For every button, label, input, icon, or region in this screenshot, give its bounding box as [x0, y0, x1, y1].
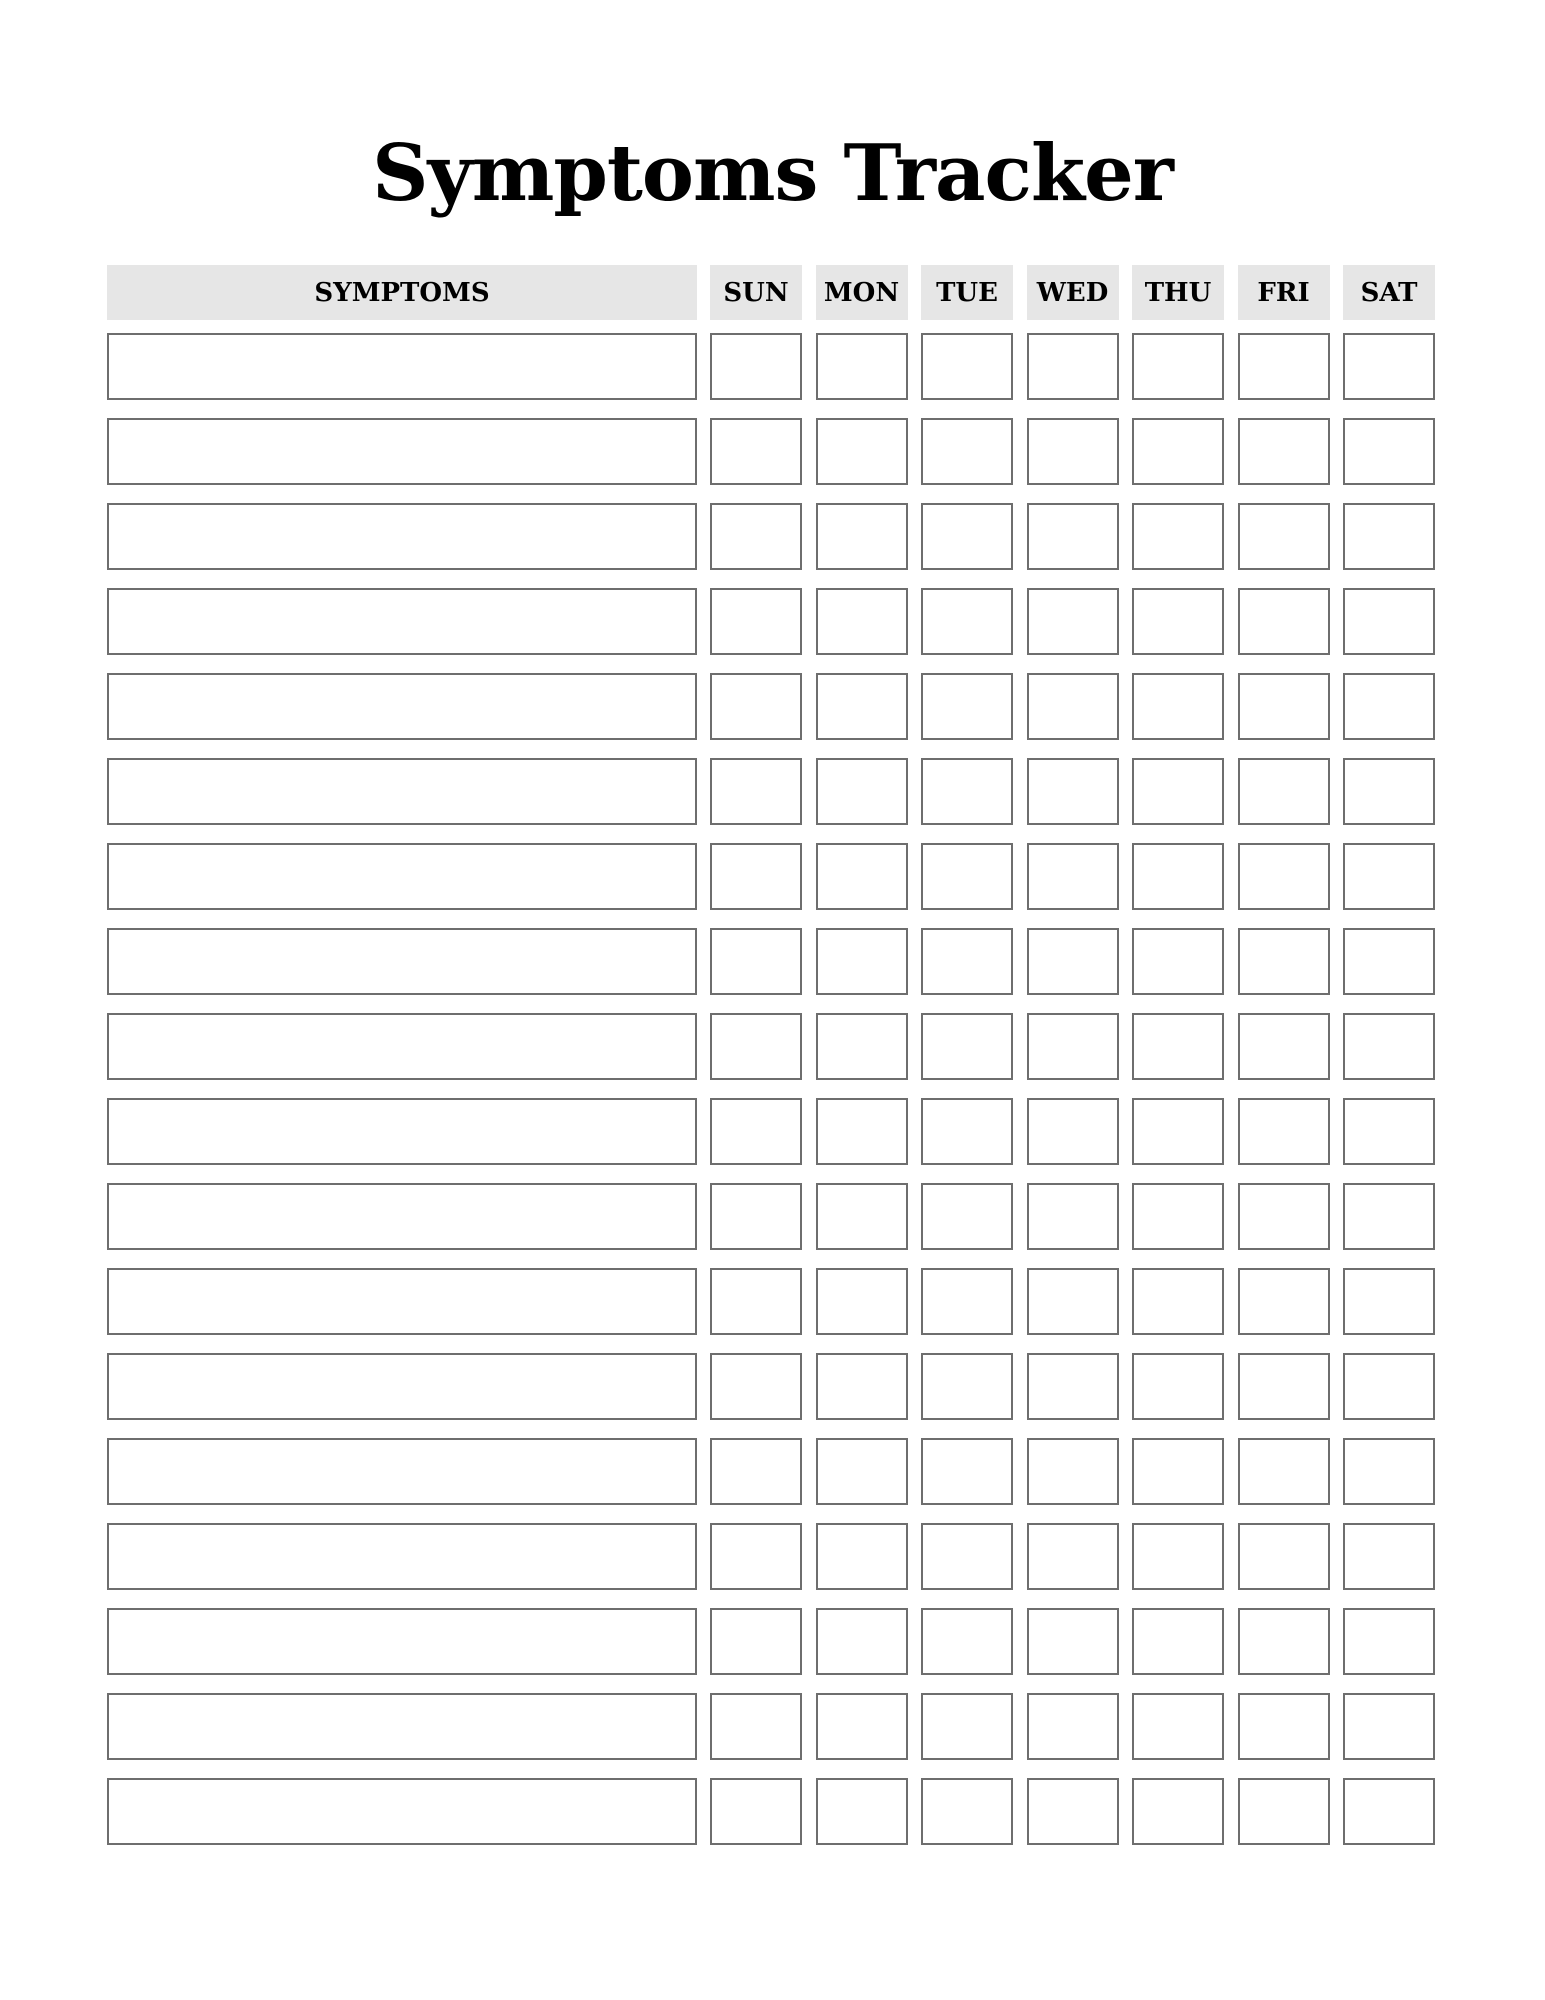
- day-checkbox-wed[interactable]: [1027, 1778, 1119, 1845]
- day-checkbox-mon[interactable]: [816, 1778, 908, 1845]
- day-checkbox-sat[interactable]: [1343, 1523, 1435, 1590]
- symptom-field[interactable]: [107, 673, 697, 740]
- day-checkbox-sat[interactable]: [1343, 928, 1435, 995]
- day-checkbox-wed[interactable]: [1027, 588, 1119, 655]
- day-checkbox-wed[interactable]: [1027, 1523, 1119, 1590]
- day-checkbox-tue[interactable]: [921, 1353, 1013, 1420]
- symptom-field[interactable]: [107, 1183, 697, 1250]
- symptom-field[interactable]: [107, 1013, 697, 1080]
- day-checkbox-mon[interactable]: [816, 588, 908, 655]
- symptom-field[interactable]: [107, 1693, 697, 1760]
- day-checkbox-thu[interactable]: [1132, 588, 1224, 655]
- day-checkbox-tue[interactable]: [921, 1523, 1013, 1590]
- day-checkbox-thu[interactable]: [1132, 843, 1224, 910]
- header-day-wed: WED: [1027, 265, 1119, 320]
- day-checkbox-sun[interactable]: [710, 1438, 802, 1505]
- day-checkbox-wed[interactable]: [1027, 418, 1119, 485]
- symptom-field[interactable]: [107, 928, 697, 995]
- day-checkbox-thu[interactable]: [1132, 928, 1224, 995]
- day-checkbox-sun[interactable]: [710, 928, 802, 995]
- day-checkbox-thu[interactable]: [1132, 418, 1224, 485]
- day-checkbox-wed[interactable]: [1027, 1098, 1119, 1165]
- day-checkbox-wed[interactable]: [1027, 1013, 1119, 1080]
- symptom-field[interactable]: [107, 1268, 697, 1335]
- header-day-tue: TUE: [921, 265, 1013, 320]
- day-checkbox-fri[interactable]: [1238, 843, 1330, 910]
- symptom-field[interactable]: [107, 1778, 697, 1845]
- day-checkbox-fri[interactable]: [1238, 1183, 1330, 1250]
- day-checkbox-mon[interactable]: [816, 418, 908, 485]
- day-checkbox-tue[interactable]: [921, 418, 1013, 485]
- day-checkbox-fri[interactable]: [1238, 1013, 1330, 1080]
- day-checkbox-tue[interactable]: [921, 673, 1013, 740]
- day-checkbox-mon[interactable]: [816, 503, 908, 570]
- day-checkbox-fri[interactable]: [1238, 673, 1330, 740]
- day-checkbox-thu[interactable]: [1132, 1523, 1224, 1590]
- header-day-thu: THU: [1132, 265, 1224, 320]
- day-checkbox-thu[interactable]: [1132, 1438, 1224, 1505]
- day-checkbox-mon[interactable]: [816, 1268, 908, 1335]
- day-checkbox-mon[interactable]: [816, 333, 908, 400]
- day-checkbox-tue[interactable]: [921, 1013, 1013, 1080]
- day-checkbox-mon[interactable]: [816, 758, 908, 825]
- day-checkbox-mon[interactable]: [816, 843, 908, 910]
- day-checkbox-sun[interactable]: [710, 1778, 802, 1845]
- symptom-field[interactable]: [107, 1523, 697, 1590]
- day-checkbox-wed[interactable]: [1027, 843, 1119, 910]
- day-checkbox-sun[interactable]: [710, 503, 802, 570]
- day-checkbox-fri[interactable]: [1238, 1098, 1330, 1165]
- day-checkbox-sat[interactable]: [1343, 1183, 1435, 1250]
- day-checkbox-thu[interactable]: [1132, 1608, 1224, 1675]
- day-checkbox-sat[interactable]: [1343, 1013, 1435, 1080]
- day-checkbox-wed[interactable]: [1027, 1268, 1119, 1335]
- day-checkbox-tue[interactable]: [921, 588, 1013, 655]
- day-checkbox-wed[interactable]: [1027, 1183, 1119, 1250]
- day-checkbox-thu[interactable]: [1132, 1353, 1224, 1420]
- day-checkbox-thu[interactable]: [1132, 1693, 1224, 1760]
- day-checkbox-sat[interactable]: [1343, 1438, 1435, 1505]
- header-symptoms: SYMPTOMS: [107, 265, 697, 320]
- symptom-field[interactable]: [107, 1098, 697, 1165]
- day-checkbox-sun[interactable]: [710, 673, 802, 740]
- symptom-field[interactable]: [107, 1353, 697, 1420]
- symptom-field[interactable]: [107, 588, 697, 655]
- header-day-sun: SUN: [710, 265, 802, 320]
- day-checkbox-fri[interactable]: [1238, 928, 1330, 995]
- day-checkbox-fri[interactable]: [1238, 333, 1330, 400]
- day-checkbox-sat[interactable]: [1343, 1268, 1435, 1335]
- symptom-field[interactable]: [107, 1608, 697, 1675]
- day-checkbox-sun[interactable]: [710, 1693, 802, 1760]
- day-checkbox-sat[interactable]: [1343, 1098, 1435, 1165]
- symptom-field[interactable]: [107, 843, 697, 910]
- day-checkbox-mon[interactable]: [816, 1013, 908, 1080]
- day-checkbox-mon[interactable]: [816, 928, 908, 995]
- day-checkbox-wed[interactable]: [1027, 1693, 1119, 1760]
- day-checkbox-tue[interactable]: [921, 1268, 1013, 1335]
- day-checkbox-sat[interactable]: [1343, 333, 1435, 400]
- day-checkbox-sat[interactable]: [1343, 758, 1435, 825]
- day-checkbox-sun[interactable]: [710, 333, 802, 400]
- day-checkbox-fri[interactable]: [1238, 1778, 1330, 1845]
- day-checkbox-thu[interactable]: [1132, 758, 1224, 825]
- day-checkbox-wed[interactable]: [1027, 928, 1119, 995]
- day-checkbox-sun[interactable]: [710, 1183, 802, 1250]
- day-checkbox-wed[interactable]: [1027, 1608, 1119, 1675]
- symptom-field[interactable]: [107, 418, 697, 485]
- day-checkbox-wed[interactable]: [1027, 758, 1119, 825]
- day-checkbox-wed[interactable]: [1027, 673, 1119, 740]
- day-checkbox-sun[interactable]: [710, 758, 802, 825]
- day-checkbox-wed[interactable]: [1027, 1438, 1119, 1505]
- day-checkbox-tue[interactable]: [921, 1608, 1013, 1675]
- day-checkbox-sun[interactable]: [710, 418, 802, 485]
- day-checkbox-sun[interactable]: [710, 1353, 802, 1420]
- day-checkbox-tue[interactable]: [921, 1183, 1013, 1250]
- day-checkbox-fri[interactable]: [1238, 758, 1330, 825]
- day-checkbox-sun[interactable]: [710, 1098, 802, 1165]
- day-checkbox-fri[interactable]: [1238, 1353, 1330, 1420]
- day-checkbox-sun[interactable]: [710, 1608, 802, 1675]
- day-checkbox-thu[interactable]: [1132, 1268, 1224, 1335]
- day-checkbox-sun[interactable]: [710, 843, 802, 910]
- day-checkbox-mon[interactable]: [816, 673, 908, 740]
- day-checkbox-sat[interactable]: [1343, 1693, 1435, 1760]
- day-checkbox-tue[interactable]: [921, 1438, 1013, 1505]
- day-checkbox-mon[interactable]: [816, 1098, 908, 1165]
- day-checkbox-fri[interactable]: [1238, 418, 1330, 485]
- day-checkbox-wed[interactable]: [1027, 1353, 1119, 1420]
- symptom-field[interactable]: [107, 1438, 697, 1505]
- day-checkbox-thu[interactable]: [1132, 1013, 1224, 1080]
- header-day-sat: SAT: [1343, 265, 1435, 320]
- day-checkbox-sun[interactable]: [710, 1523, 802, 1590]
- day-checkbox-fri[interactable]: [1238, 1438, 1330, 1505]
- day-checkbox-mon[interactable]: [816, 1438, 908, 1505]
- day-checkbox-wed[interactable]: [1027, 333, 1119, 400]
- day-checkbox-thu[interactable]: [1132, 1183, 1224, 1250]
- day-checkbox-thu[interactable]: [1132, 673, 1224, 740]
- day-checkbox-sun[interactable]: [710, 1268, 802, 1335]
- day-checkbox-tue[interactable]: [921, 503, 1013, 570]
- day-checkbox-fri[interactable]: [1238, 1523, 1330, 1590]
- day-checkbox-sun[interactable]: [710, 588, 802, 655]
- day-checkbox-sat[interactable]: [1343, 843, 1435, 910]
- day-checkbox-fri[interactable]: [1238, 1693, 1330, 1760]
- day-checkbox-tue[interactable]: [921, 1098, 1013, 1165]
- day-checkbox-sat[interactable]: [1343, 503, 1435, 570]
- day-checkbox-wed[interactable]: [1027, 503, 1119, 570]
- day-checkbox-sat[interactable]: [1343, 1353, 1435, 1420]
- day-checkbox-tue[interactable]: [921, 758, 1013, 825]
- day-checkbox-mon[interactable]: [816, 1523, 908, 1590]
- day-checkbox-sat[interactable]: [1343, 418, 1435, 485]
- day-checkbox-tue[interactable]: [921, 928, 1013, 995]
- day-checkbox-mon[interactable]: [816, 1183, 908, 1250]
- day-checkbox-sat[interactable]: [1343, 588, 1435, 655]
- symptom-field[interactable]: [107, 503, 697, 570]
- symptom-field[interactable]: [107, 333, 697, 400]
- day-checkbox-fri[interactable]: [1238, 1608, 1330, 1675]
- header-day-fri: FRI: [1238, 265, 1330, 320]
- day-checkbox-sun[interactable]: [710, 1013, 802, 1080]
- day-checkbox-tue[interactable]: [921, 333, 1013, 400]
- symptom-field[interactable]: [107, 758, 697, 825]
- day-checkbox-sat[interactable]: [1343, 673, 1435, 740]
- day-checkbox-thu[interactable]: [1132, 503, 1224, 570]
- day-checkbox-sat[interactable]: [1343, 1608, 1435, 1675]
- day-checkbox-tue[interactable]: [921, 843, 1013, 910]
- day-checkbox-tue[interactable]: [921, 1778, 1013, 1845]
- day-checkbox-thu[interactable]: [1132, 1778, 1224, 1845]
- day-checkbox-mon[interactable]: [816, 1608, 908, 1675]
- day-checkbox-sat[interactable]: [1343, 1778, 1435, 1845]
- day-checkbox-fri[interactable]: [1238, 588, 1330, 655]
- page-title: Symptoms Tracker: [372, 128, 1173, 219]
- day-checkbox-fri[interactable]: [1238, 1268, 1330, 1335]
- day-checkbox-fri[interactable]: [1238, 503, 1330, 570]
- day-checkbox-tue[interactable]: [921, 1693, 1013, 1760]
- day-checkbox-mon[interactable]: [816, 1693, 908, 1760]
- header-day-mon: MON: [816, 265, 908, 320]
- day-checkbox-thu[interactable]: [1132, 333, 1224, 400]
- day-checkbox-mon[interactable]: [816, 1353, 908, 1420]
- day-checkbox-thu[interactable]: [1132, 1098, 1224, 1165]
